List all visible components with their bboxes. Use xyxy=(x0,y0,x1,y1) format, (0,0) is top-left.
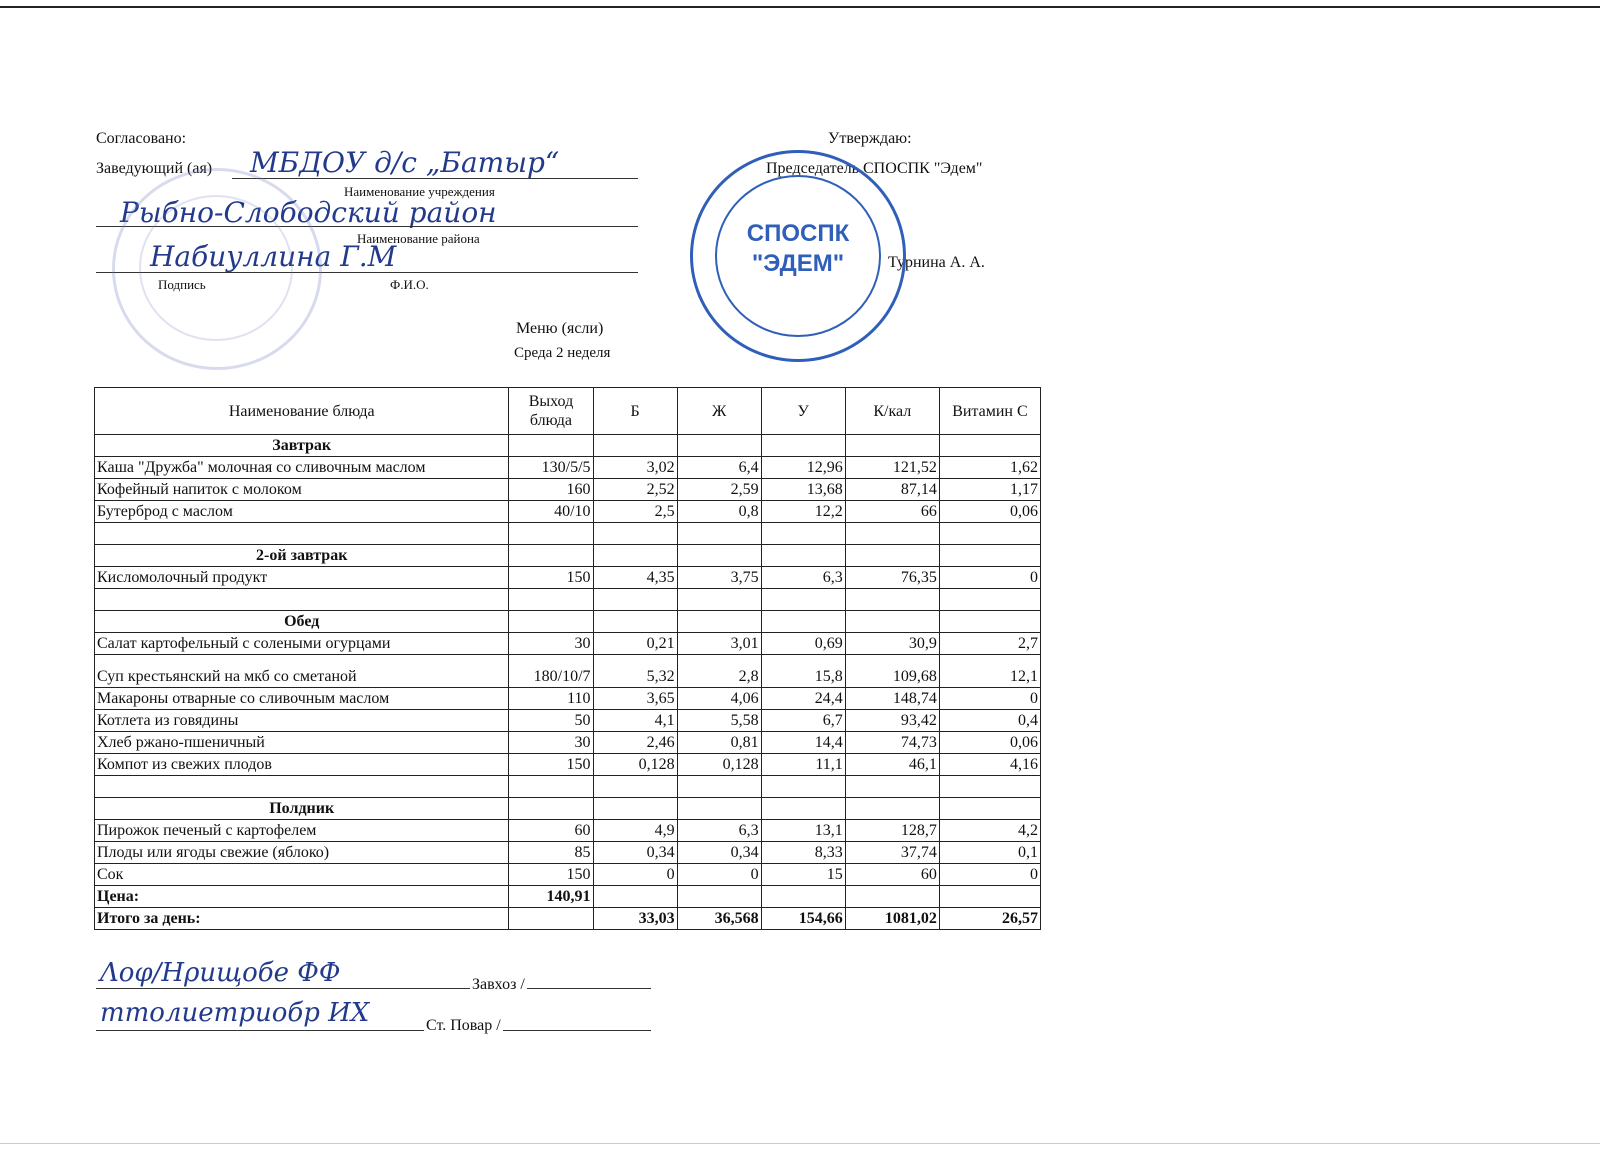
empty-cell xyxy=(939,776,1040,798)
empty-cell xyxy=(845,611,939,633)
empty-cell xyxy=(509,589,593,611)
empty-cell xyxy=(95,523,509,545)
value-cell: 15,8 xyxy=(761,655,845,688)
value-cell: 4,35 xyxy=(593,567,677,589)
value-cell: 3,65 xyxy=(593,688,677,710)
value-cell: 0,1 xyxy=(939,842,1040,864)
value-cell: 14,4 xyxy=(761,732,845,754)
value-cell: 0,34 xyxy=(677,842,761,864)
menu-title: Меню (ясли) xyxy=(516,320,604,337)
value-cell: 3,75 xyxy=(677,567,761,589)
dish-name-cell: Компот из свежих плодов xyxy=(95,754,509,776)
spacer-row xyxy=(95,523,1041,545)
dish-name-cell: Суп крестьянский на мкб со сметаной xyxy=(95,655,509,688)
dish-name-cell: Кофейный напиток с молоком xyxy=(95,479,509,501)
value-cell: 37,74 xyxy=(845,842,939,864)
empty-cell xyxy=(593,611,677,633)
empty-cell xyxy=(939,798,1040,820)
table-row xyxy=(95,633,1041,655)
value-cell: 3,02 xyxy=(593,457,677,479)
value-cell: 13,68 xyxy=(761,479,845,501)
stamp-line-2: "ЭДЕМ" xyxy=(751,250,845,277)
empty-cell xyxy=(677,589,761,611)
empty-cell xyxy=(593,523,677,545)
empty-cell xyxy=(95,776,509,798)
cook-underline xyxy=(96,1030,651,1031)
dish-name-cell: Хлеб ржано-пшеничный xyxy=(95,732,509,754)
value-cell: 12,96 xyxy=(761,457,845,479)
price-label: Цена: xyxy=(95,886,509,908)
empty-cell xyxy=(677,545,761,567)
value-cell: 130/5/5 xyxy=(509,457,593,479)
value-cell: 8,33 xyxy=(761,842,845,864)
value-cell: 0,81 xyxy=(677,732,761,754)
fio-caption: Ф.И.О. xyxy=(390,277,429,292)
stamp-line-1: СПОСПК xyxy=(746,220,850,247)
value-cell: 0,4 xyxy=(939,710,1040,732)
col-protein: Б xyxy=(593,388,677,435)
dish-name-cell: Котлета из говядины xyxy=(95,710,509,732)
empty-cell xyxy=(761,611,845,633)
empty-cell xyxy=(593,435,677,457)
empty-cell xyxy=(845,523,939,545)
value-cell: 0 xyxy=(593,864,677,886)
empty-cell xyxy=(845,886,939,908)
empty-cell xyxy=(677,776,761,798)
value-cell: 128,7 xyxy=(845,820,939,842)
price-row xyxy=(95,886,1041,908)
table-row xyxy=(95,457,1041,479)
value-cell: 0 xyxy=(939,688,1040,710)
empty-cell xyxy=(939,886,1040,908)
value-cell: 160 xyxy=(509,479,593,501)
total-value: 33,03 xyxy=(593,908,677,930)
manager-label: Заведующий (ая) xyxy=(96,160,213,177)
col-carbs: У xyxy=(761,388,845,435)
dish-name-cell: Салат картофельный с солеными огурцами xyxy=(95,633,509,655)
institution-caption: Наименование учреждения xyxy=(344,184,495,199)
total-value: 1081,02 xyxy=(845,908,939,930)
empty-cell xyxy=(845,545,939,567)
menu-table xyxy=(94,387,1041,930)
value-cell: 0,8 xyxy=(677,501,761,523)
value-cell: 74,73 xyxy=(845,732,939,754)
table-header-row xyxy=(95,388,1041,435)
value-cell: 15 xyxy=(761,864,845,886)
table-row xyxy=(95,655,1041,688)
table-row xyxy=(95,567,1041,589)
value-cell: 2,8 xyxy=(677,655,761,688)
signature-caption: Подпись xyxy=(158,277,206,292)
bottom-border xyxy=(0,1143,1600,1144)
value-cell: 0,34 xyxy=(593,842,677,864)
value-cell: 50 xyxy=(509,710,593,732)
empty-cell xyxy=(761,798,845,820)
value-cell: 12,2 xyxy=(761,501,845,523)
dish-name-cell: Плоды или ягоды свежие (яблоко) xyxy=(95,842,509,864)
value-cell: 30 xyxy=(509,633,593,655)
value-cell: 0,06 xyxy=(939,732,1040,754)
value-cell: 1,62 xyxy=(939,457,1040,479)
empty-cell xyxy=(677,798,761,820)
section-row xyxy=(95,545,1041,567)
empty-cell xyxy=(761,589,845,611)
value-cell: 0 xyxy=(939,567,1040,589)
empty-cell xyxy=(95,589,509,611)
value-cell: 93,42 xyxy=(845,710,939,732)
value-cell: 3,01 xyxy=(677,633,761,655)
empty-cell xyxy=(677,435,761,457)
empty-cell xyxy=(845,589,939,611)
price-value: 140,91 xyxy=(509,886,593,908)
value-cell: 121,52 xyxy=(845,457,939,479)
empty-cell xyxy=(509,776,593,798)
value-cell: 4,06 xyxy=(677,688,761,710)
storekeeper-signature-icon: Λoφ/Hρuщобe ФФ xyxy=(100,958,341,988)
value-cell: 0,69 xyxy=(761,633,845,655)
empty-cell xyxy=(593,545,677,567)
table-row xyxy=(95,501,1041,523)
table-row xyxy=(95,842,1041,864)
empty-cell xyxy=(761,886,845,908)
organization-stamp-icon xyxy=(690,150,906,362)
empty-cell xyxy=(509,435,593,457)
table-row xyxy=(95,864,1041,886)
signature-handwriting: Набиуллина Г.М xyxy=(150,240,397,273)
value-cell: 40/10 xyxy=(509,501,593,523)
value-cell: 2,5 xyxy=(593,501,677,523)
dish-name-cell: Сок xyxy=(95,864,509,886)
empty-cell xyxy=(593,776,677,798)
section-title: Завтрак xyxy=(95,435,509,457)
value-cell: 1,17 xyxy=(939,479,1040,501)
empty-cell xyxy=(509,798,593,820)
value-cell: 0,06 xyxy=(939,501,1040,523)
total-value: 36,568 xyxy=(677,908,761,930)
empty-cell xyxy=(593,589,677,611)
chairman-label: Председатель СПОСПК "Эдем" xyxy=(766,160,983,177)
empty-cell xyxy=(761,523,845,545)
value-cell: 6,7 xyxy=(761,710,845,732)
value-cell: 2,52 xyxy=(593,479,677,501)
table-row xyxy=(95,688,1041,710)
col-kcal: К/кал xyxy=(845,388,939,435)
empty-cell xyxy=(761,435,845,457)
empty-cell xyxy=(939,435,1040,457)
col-dish: Наименование блюда xyxy=(95,388,509,435)
empty-cell xyxy=(509,523,593,545)
spacer-row xyxy=(95,776,1041,798)
total-value: 26,57 xyxy=(939,908,1040,930)
value-cell: 0 xyxy=(939,864,1040,886)
empty-cell xyxy=(593,798,677,820)
district-caption: Наименование района xyxy=(357,231,480,246)
empty-cell xyxy=(509,611,593,633)
value-cell: 30 xyxy=(509,732,593,754)
empty-cell xyxy=(939,545,1040,567)
empty-cell xyxy=(509,545,593,567)
total-label: Итого за день: xyxy=(95,908,509,930)
value-cell: 87,14 xyxy=(845,479,939,501)
table-row xyxy=(95,732,1041,754)
section-row xyxy=(95,798,1041,820)
empty-cell xyxy=(677,886,761,908)
col-fat: Ж xyxy=(677,388,761,435)
value-cell: 76,35 xyxy=(845,567,939,589)
value-cell: 0,128 xyxy=(677,754,761,776)
value-cell: 148,74 xyxy=(845,688,939,710)
top-border xyxy=(0,6,1600,8)
value-cell: 60 xyxy=(509,820,593,842)
table-row xyxy=(95,479,1041,501)
value-cell: 180/10/7 xyxy=(509,655,593,688)
spacer-row xyxy=(95,589,1041,611)
value-cell: 6,4 xyxy=(677,457,761,479)
value-cell: 85 xyxy=(509,842,593,864)
storekeeper-underline xyxy=(96,988,651,989)
storekeeper-label: Завхоз / xyxy=(472,976,525,993)
value-cell: 110 xyxy=(509,688,593,710)
value-cell: 4,1 xyxy=(593,710,677,732)
empty-cell xyxy=(593,886,677,908)
value-cell: 2,46 xyxy=(593,732,677,754)
value-cell: 6,3 xyxy=(677,820,761,842)
dish-name-cell: Макароны отварные со сливочным маслом xyxy=(95,688,509,710)
value-cell: 60 xyxy=(845,864,939,886)
value-cell: 5,32 xyxy=(593,655,677,688)
table-row xyxy=(95,820,1041,842)
value-cell: 4,16 xyxy=(939,754,1040,776)
section-row xyxy=(95,611,1041,633)
value-cell: 4,2 xyxy=(939,820,1040,842)
value-cell: 30,9 xyxy=(845,633,939,655)
value-cell: 12,1 xyxy=(939,655,1040,688)
section-title: Обед xyxy=(95,611,509,633)
section-title: 2-ой завтрак xyxy=(95,545,509,567)
dish-name-cell: Пирожок печеный с картофелем xyxy=(95,820,509,842)
institution-handwriting: МБДОУ д/с „Батыр“ xyxy=(250,146,560,179)
agreed-label: Согласовано: xyxy=(96,130,187,147)
value-cell: 24,4 xyxy=(761,688,845,710)
value-cell: 0,21 xyxy=(593,633,677,655)
empty-cell xyxy=(939,611,1040,633)
empty-cell xyxy=(761,545,845,567)
empty-cell xyxy=(761,776,845,798)
col-vitamin-c: Витамин С xyxy=(939,388,1040,435)
value-cell: 2,59 xyxy=(677,479,761,501)
value-cell: 150 xyxy=(509,567,593,589)
district-handwriting: Рыбно-Слободский район xyxy=(120,196,497,229)
table-row xyxy=(95,754,1041,776)
value-cell: 5,58 xyxy=(677,710,761,732)
dish-name-cell: Кисломолочный продукт xyxy=(95,567,509,589)
dish-name-cell: Бутерброд с маслом xyxy=(95,501,509,523)
empty-cell xyxy=(509,908,593,930)
cook-signature-icon: ттолиетриобр ИХ xyxy=(100,998,370,1028)
value-cell: 150 xyxy=(509,754,593,776)
section-row xyxy=(95,435,1041,457)
value-cell: 11,1 xyxy=(761,754,845,776)
section-title: Полдник xyxy=(95,798,509,820)
col-yield: Выход блюда xyxy=(509,388,593,435)
value-cell: 4,9 xyxy=(593,820,677,842)
dish-name-cell: Каша "Дружба" молочная со сливочным маслом xyxy=(95,457,509,479)
empty-cell xyxy=(845,435,939,457)
table-row xyxy=(95,710,1041,732)
chairman-name: Турнина А. А. xyxy=(888,254,985,271)
empty-cell xyxy=(677,523,761,545)
institution-stamp-icon xyxy=(112,168,322,370)
value-cell: 2,7 xyxy=(939,633,1040,655)
empty-cell xyxy=(677,611,761,633)
institution-underline xyxy=(232,178,638,179)
value-cell: 0,128 xyxy=(593,754,677,776)
approve-label: Утверждаю: xyxy=(828,130,912,147)
value-cell: 46,1 xyxy=(845,754,939,776)
value-cell: 150 xyxy=(509,864,593,886)
empty-cell xyxy=(939,523,1040,545)
value-cell: 109,68 xyxy=(845,655,939,688)
total-value: 154,66 xyxy=(761,908,845,930)
menu-subtitle: Среда 2 неделя xyxy=(514,345,611,361)
empty-cell xyxy=(939,589,1040,611)
empty-cell xyxy=(845,798,939,820)
empty-cell xyxy=(845,776,939,798)
value-cell: 6,3 xyxy=(761,567,845,589)
value-cell: 66 xyxy=(845,501,939,523)
menu-body xyxy=(95,435,1041,930)
value-cell: 13,1 xyxy=(761,820,845,842)
cook-label: Ст. Повар / xyxy=(426,1017,501,1034)
total-row xyxy=(95,908,1041,930)
value-cell: 0 xyxy=(677,864,761,886)
